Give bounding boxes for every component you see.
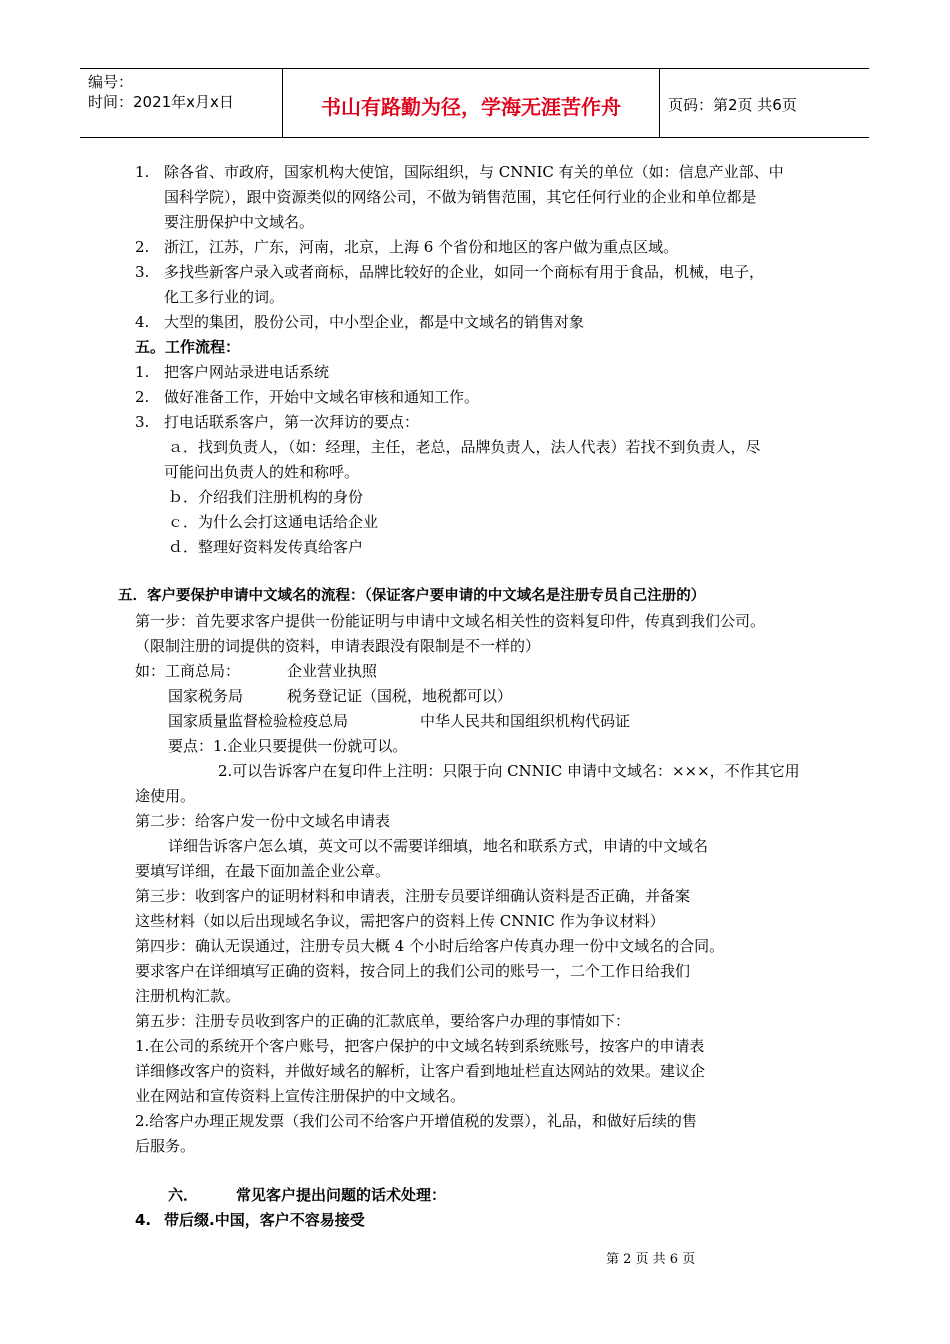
list2-num-1: 1.	[135, 363, 150, 381]
list2-num-3: 3.	[135, 413, 150, 431]
step3-line2: 这些材料（如以后出现域名争议，需把客户的资料上传 CNNIC 作为争议材料）	[135, 912, 665, 930]
example-org-2: 国家税务局	[168, 687, 244, 705]
step1-line1: 第一步：首先要求客户提供一份能证明与申请中文域名相关性的资料复印件，传真到我们公司。	[135, 612, 766, 630]
key-point-1: 要点：1.企业只要提供一份就可以。	[168, 737, 408, 755]
list1-item-1-line1: 除各省、市政府，国家机构大使馆，国际组织，与 CNNIC 有关的单位（如：信息产业部、中	[164, 163, 784, 181]
doc-date-label: 时间：2021年x月x日	[88, 93, 234, 111]
section-5b-title: 五．客户要保护申请中文域名的流程：（保证客户要申请的中文域名是注册专员自己注册的）	[118, 588, 706, 604]
step2-line2: 要填写详细，在最下面加盖企业公章。	[135, 862, 391, 880]
section-6-number: 六．	[168, 1186, 199, 1204]
header-motto: 书山有路勤为径，学海无涯苦作舟	[321, 95, 621, 119]
visit-point-d: ｄ．整理好资料发传真给客户	[168, 538, 364, 556]
list1-item-3-line2: 化工多行业的词。	[164, 288, 285, 306]
page-footer: 第 2 页 共 6 页	[606, 1252, 696, 1267]
list2-num-2: 2.	[135, 388, 150, 406]
step2-line1: 详细告诉客户怎么填，英文可以不需要详细填，地名和联系方式，申请的中文域名	[168, 837, 709, 855]
step5-item2-line1: 2.给客户办理正规发票（我们公司不给客户开增值税的发票），礼品，和做好后续的售	[135, 1112, 697, 1130]
visit-point-a-line2: 可能问出负责人的姓和称呼。	[164, 463, 360, 481]
list1-item-1-line3: 要注册保护中文域名。	[164, 213, 315, 231]
visit-point-b: ｂ．介绍我们注册机构的身份	[168, 488, 364, 506]
step5-item1-line3: 业在网站和宣传资料上宣传注册保护的中文域名。	[135, 1087, 466, 1105]
list1-item-4-line1: 大型的集团，股份公司，中小型企业，都是中文域名的销售对象	[164, 313, 585, 331]
example-org-1: 如：工商总局：	[135, 662, 241, 680]
section-5a-title: 五。工作流程：	[135, 338, 241, 356]
list1-item-1-line2: 国科学院），跟中资源类似的网络公司，不做为销售范围，其它任何行业的企业和单位都是	[164, 188, 757, 206]
list1-item-2-line1: 浙江，江苏，广东，河南，北京，上海 6 个省份和地区的客户做为重点区域。	[164, 238, 679, 256]
list2-item-2: 做好准备工作，开始中文域名审核和通知工作。	[164, 388, 480, 406]
visit-point-c: ｃ．为什么会打这通电话给企业	[168, 513, 379, 531]
step4-line2: 要求客户在详细填写正确的资料，按合同上的我们公司的账号一，二个工作日给我们	[135, 962, 691, 980]
section-6-title: 常见客户提出问题的话术处理：	[236, 1186, 447, 1204]
key-point-2-cont: 途使用。	[135, 787, 196, 805]
list1-num-1: 1.	[135, 163, 150, 181]
header-page-number: 页码：第2页 共6页	[668, 96, 797, 114]
example-doc-3: 中华人民共和国组织机构代码证	[420, 712, 631, 730]
step2-title: 第二步：给客户发一份中文域名申请表	[135, 812, 391, 830]
visit-point-a-line1: ａ．找到负责人，（如：经理，主任，老总，品牌负责人，法人代表）若找不到负责人，尽	[168, 438, 761, 456]
list1-item-3-line1: 多找些新客户录入或者商标，品牌比较好的企业，如同一个商标有用于食品，机械，电子，	[164, 263, 765, 281]
header-info-cell	[80, 69, 283, 137]
step1-line2: （限制注册的词提供的资料，申请表跟没有限制是不一样的）	[135, 637, 541, 655]
key-point-2: 2.可以告诉客户在复印件上注明：只限于向 CNNIC 申请中文域名：×××，不作其它用	[218, 762, 800, 780]
example-doc-1: 企业营业执照	[287, 662, 378, 680]
question-4-number: 4.	[135, 1211, 152, 1229]
header-motto-cell	[283, 69, 660, 137]
list2-item-3: 打电话联系客户，第一次拜访的要点：	[164, 413, 420, 431]
step4-line1: 第四步：确认无误通过，注册专员大概 4 个小时后给客户传真办理一份中文域名的合同。	[135, 937, 725, 955]
example-doc-2: 税务登记证（国税，地税都可以）	[287, 687, 513, 705]
page-header	[80, 68, 869, 138]
list1-num-2: 2.	[135, 238, 150, 256]
step3-line1: 第三步：收到客户的证明材料和申请表，注册专员要详细确认资料是否正确，并备案	[135, 887, 691, 905]
doc-code-label: 编号：	[88, 73, 134, 91]
step5-item1-line2: 详细修改客户的资料，并做好域名的解析，让客户看到地址栏直达网站的效果。建议企	[135, 1062, 706, 1080]
step5-item1-line1: 1.在公司的系统开个客户账号，把客户保护的中文域名转到系统账号，按客户的申请表	[135, 1037, 705, 1055]
example-org-3: 国家质量监督检验检疫总局	[168, 712, 349, 730]
list1-num-4: 4.	[135, 313, 150, 331]
list1-num-3: 3.	[135, 263, 150, 281]
question-4-text: 带后缀.中国，客户不容易接受	[164, 1211, 365, 1229]
step5-line1: 第五步：注册专员收到客户的正确的汇款底单，要给客户办理的事情如下：	[135, 1012, 631, 1030]
step5-item2-line2: 后服务。	[135, 1137, 196, 1155]
list2-item-1: 把客户网站录进电话系统	[164, 363, 330, 381]
step4-line3: 注册机构汇款。	[135, 987, 241, 1005]
